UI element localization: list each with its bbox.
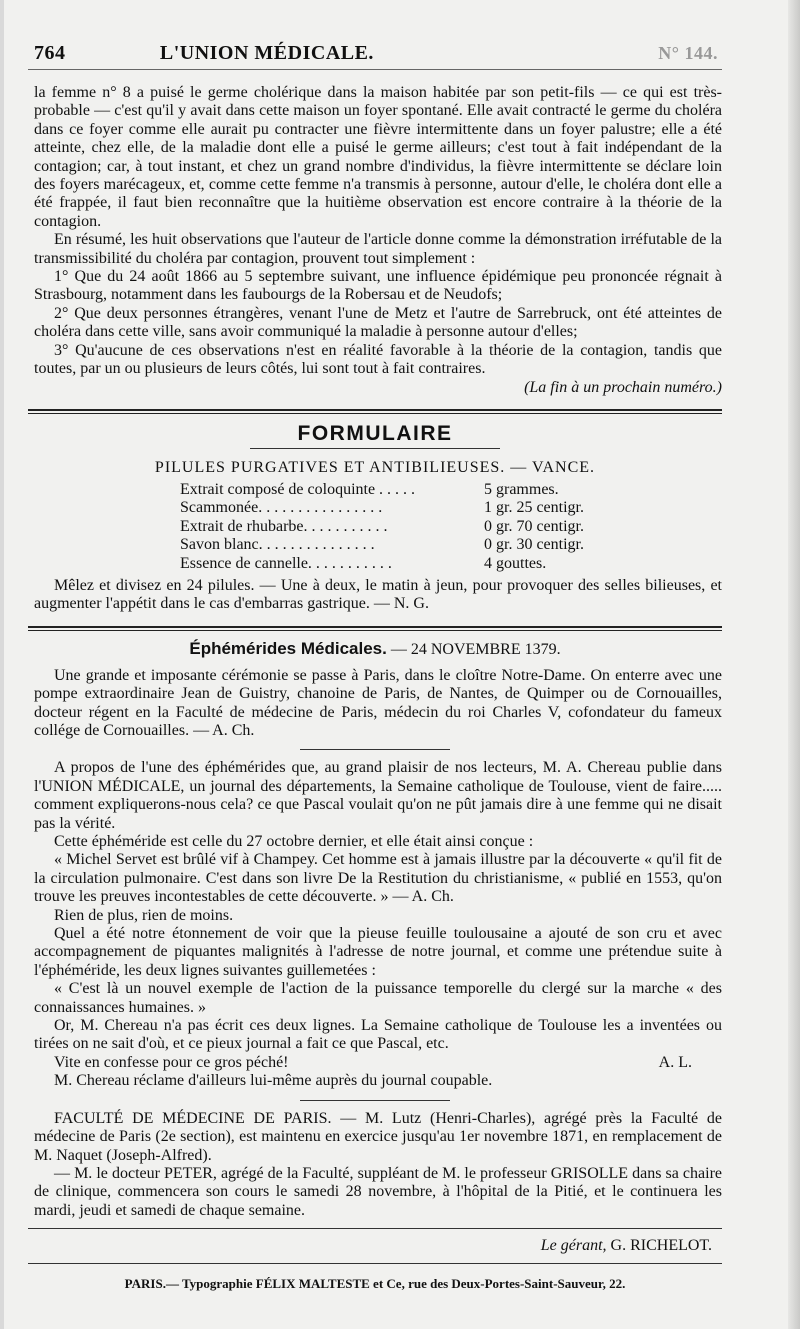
ephemerides-date: — 24 NOVEMBRE 1379. (390, 640, 561, 658)
ingredient-quantity: 0 gr. 30 centigr. (484, 536, 584, 554)
bottom-divider (28, 1228, 722, 1229)
gerant-label: Le gérant, (540, 1237, 607, 1255)
cholera-paragraph-1: la femme n° 8 a puisé le germe cholérique dans la maison habitée par son petit-fils — ce qui est très-probable — c'est qu'il y avait dans cette maison un foyer spontané. Elle avait contracté le germe du choléra dans ce foyer comme elle aurait pu contracter une fièvre intermittente dans un foyer palustre; elle a été atteinte, chez elle, de la maladie dont elle a puisé le germe ailleurs; c'est tout à fait indépendant de la contagion; car, à tout instant, et chez un grand nombre d'individus, la fièvre intermittente se déclare loin des foyers marécageux, et, comme cette femme n'a transmis à personne, autour d'elle, le choléra dont elle a été frappée, il faut bien reconnaître que la huitième observation est encore contraire à la théorie de la contagion. (34, 84, 722, 230)
ephemerides-quote-2: « C'est là un nouvel exemple de l'action de la puissance temporelle du clergé sur la marche « des connaissances humaines. » (34, 980, 722, 1016)
ephemerides-paragraph-2: A propos de l'une des éphémérides que, au grand plaisir de nos lecteurs, M. A. Chereau publie dans l'UNION MÉDICALE, un journal des départements, la Semaine catholique de Toulouse, vient de faire..... comment expliquerons-nous cela? ce que Pascal voulait qu'on ne pût jamais dire à une femme qui ne disait pas la vérité. (34, 759, 722, 832)
ingredient-name: Extrait de rhubarbe. . . . . . . . . . . (180, 517, 388, 535)
footer-divider (28, 1263, 722, 1264)
ingredient-name: Scammonée. . . . . . . . . . . . . . . . (180, 499, 383, 517)
ephemerides-paragraph-4: Rien de plus, rien de moins. (54, 906, 234, 924)
formula-instructions-block (28, 577, 722, 614)
ephemerides-paragraph-7: Vite en confesse pour ce gros péché! (54, 1053, 289, 1071)
short-divider (300, 1100, 450, 1101)
ingredient-name: Essence de cannelle. . . . . . . . . . . (180, 554, 392, 572)
faculte-news (28, 1110, 722, 1220)
section-divider (28, 409, 722, 414)
cholera-item-2: 2° Que deux personnes étrangères, venant l'une de Metz et l'autre de Sarrebruck, ont été atteintes de choléra dans cette ville, sans avoir communiqué la maladie à personne autour d'elles; (34, 304, 722, 341)
ingredient-name: Savon blanc. . . . . . . . . . . . . . . (180, 536, 375, 554)
formulaire-title: FORMULAIRE (297, 421, 453, 445)
ingredient-name: Extrait composé de coloquinte . . . . . (180, 480, 416, 498)
ephemerides-quote-1: « Michel Servet est brûlé vif à Champey. Cet homme est à jamais illustre par la découverte « qu'il fit de la circulation pulmonaire. C'est dans son livre De la Restitution du christianisme, « publié en 1553, qu'on trouve les preuves incontestables de cette découverte. » — A. Ch. (34, 851, 722, 906)
formula-instructions: Mêlez et divisez en 24 pilules. — Une à deux, le matin à jeun, pour provoquer des selles bilieuses, et augmenter l'appétit dans le cas d'embarras gastrique. — N. G. (34, 576, 722, 613)
ephemerides-commentary (28, 759, 722, 1090)
short-divider (300, 749, 450, 750)
ingredient-quantity: 1 gr. 25 centigr. (484, 499, 584, 517)
section-divider (28, 626, 722, 631)
ingredient-row (180, 555, 722, 573)
ephemerides-signoff (34, 1054, 722, 1072)
newspaper-page (4, 0, 794, 1329)
formulaire-rule (250, 448, 500, 449)
ingredient-list (180, 481, 722, 573)
ephemerides-heading (28, 639, 722, 659)
ingredient-row (180, 518, 722, 536)
ephemerides-signature: A. L. (658, 1053, 692, 1071)
cholera-paragraph-2: En résumé, les huit observations que l'auteur de l'article donne comme la démonstration irréfutable de la transmissibilité du choléra par contagion, prouvent tout simplement : (34, 231, 722, 267)
page-header (28, 42, 722, 70)
ephemerides-paragraph-6: Or, M. Chereau n'a pas écrit ces deux lignes. La Semaine catholique de Toulouse les a inventées ou tirées on ne sait d'où, et ce pieux journal a fait ce que Pascal, etc. (34, 1017, 722, 1053)
faculte-paragraph-1: FACULTÉ DE MÉDECINE DE PARIS. — M. Lutz (Henri-Charles), agrégé près la Faculté de médecine de Paris (2e section), est maintenu en exercice jusqu'au 1er novembre 1871, en remplacement de M. Naquet (Joseph-Alfred). (34, 1109, 722, 1164)
ingredient-row (180, 499, 722, 517)
ephemerides-paragraph-5: Quel a été notre étonnement de voir que la pieuse feuille toulousaine a ajouté de son cru et avec accompagnement de piquantes malignités à l'adresse de notre journal, et comme une prétendue suite à l'éphéméride, les deux lignes suivantes guillemetées : (34, 925, 722, 979)
ephemerides-title: Éphémérides Médicales. (189, 638, 387, 658)
journal-title: L'UNION MÉDICALE. (159, 42, 374, 64)
printer-footer: PARIS.— Typographie FÉLIX MALTESTE et Ce, rue des Deux-Portes-Saint-Sauveur, 22. (124, 1276, 626, 1292)
cholera-item-1: 1° Que du 24 août 1866 au 5 septembre suivant, une influence épidémique peu prononcée régnait à Strasbourg, notamment dans les faubourgs de la Robersau et de Neudofs; (34, 268, 722, 304)
gerant-name: G. RICHELOT. (610, 1237, 712, 1255)
issue-number: N° 144. (658, 43, 718, 63)
ingredient-row (180, 536, 722, 554)
ephemerides-paragraph-1: Une grande et imposante cérémonie se passe à Paris, dans le cloître Notre-Dame. On enterre avec une pompe extraordinaire Jean de Guistry, chanoine de Paris, de Nantes, de Quimper ou de Cornouailles, docteur régent en la Faculté de médecine de Paris, médecin du roi Charles V, cofondateur du fameux collége de Cornouailles. — A. Ch. (34, 666, 722, 739)
page-edge-shadow (788, 0, 800, 1329)
cholera-article (28, 84, 722, 397)
ingredient-quantity: 5 grammes. (484, 480, 559, 498)
cholera-item-3: 3° Qu'aucune de ces observations n'est en réalité favorable à la théorie de la contagion, tandis que toutes, par un ou plusieurs de leurs côtés, lui sont tout à fait contraires. (34, 341, 722, 378)
page-number: 764 (34, 42, 66, 64)
ingredient-quantity: 4 gouttes. (484, 554, 547, 572)
faculte-paragraph-2: — M. le docteur PETER, agrégé de la Faculté, suppléant de M. le professeur GRISOLLE dans sa chaire de clinique, commencera son cours le samedi 28 novembre, à l'hôpital de la Pitié, et le continuera les mardi, jeudi et samedi de chaque semaine. (34, 1164, 722, 1219)
ingredient-quantity: 0 gr. 70 centigr. (484, 517, 584, 535)
ephemerides-paragraph-8: M. Chereau réclame d'ailleurs lui-même auprès du journal coupable. (54, 1072, 493, 1090)
ingredient-row (180, 481, 722, 499)
continued-note: (La fin à un prochain numéro.) (524, 378, 722, 396)
ephemerides-article (28, 667, 722, 741)
formula-subtitle: PILULES PURGATIVES ET ANTIBILIEUSES. — VANCE. (154, 458, 596, 476)
gerant-signature (28, 1237, 722, 1255)
ephemerides-paragraph-3: Cette éphéméride est celle du 27 octobre dernier, et elle était ainsi conçue : (54, 833, 534, 850)
